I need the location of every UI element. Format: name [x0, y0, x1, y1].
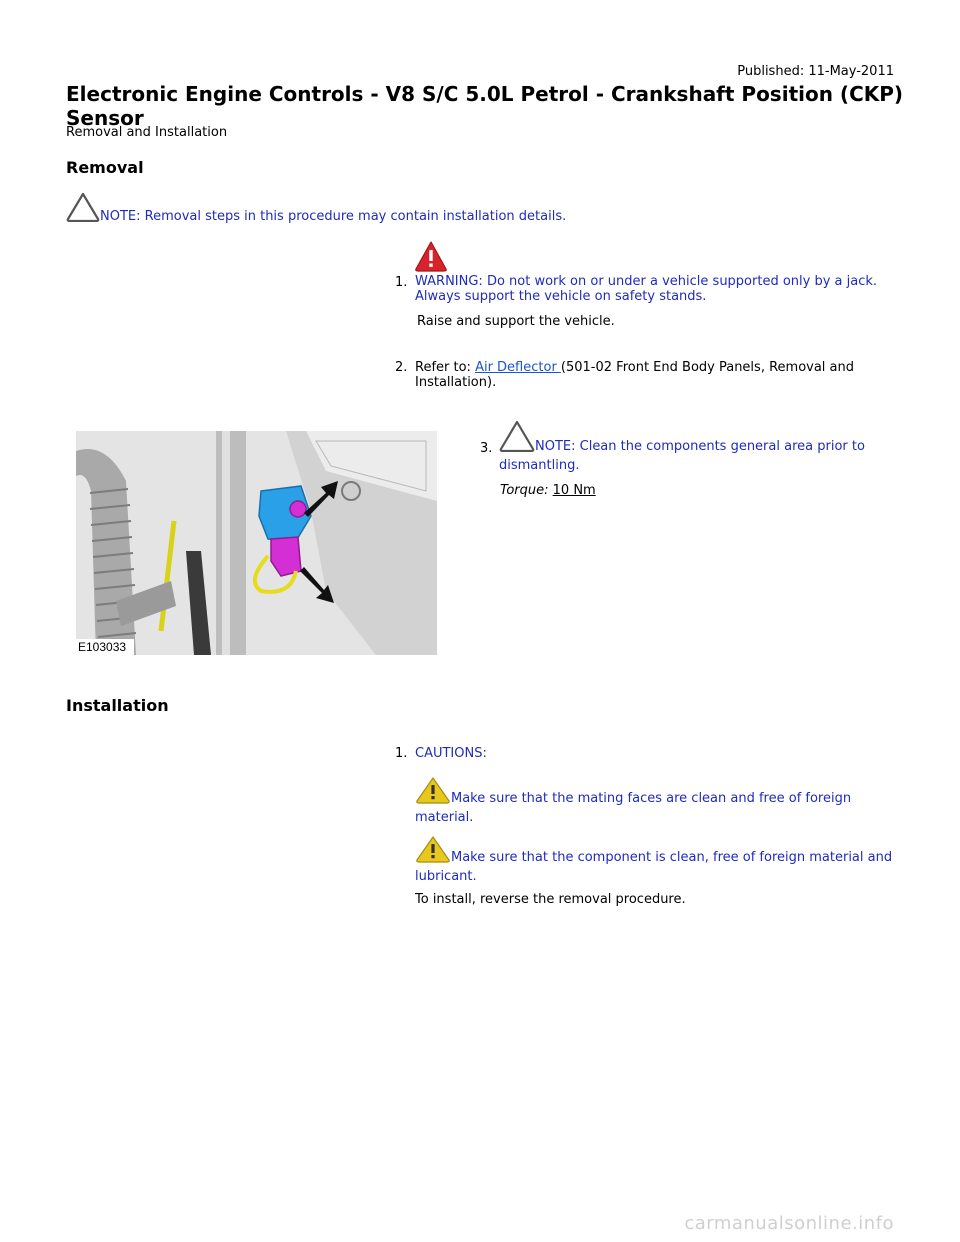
removal-note: NOTE: Removal steps in this procedure may contain installation details. — [66, 192, 666, 224]
removal-step-1-number: 1. — [395, 275, 408, 290]
caution-icon — [415, 776, 451, 804]
removal-step-2-text — [415, 360, 875, 390]
torque-value: 10 Nm — [552, 483, 596, 498]
torque-label: Torque: — [500, 483, 549, 498]
installation-heading: Installation — [66, 696, 169, 715]
caution-icon — [415, 835, 451, 863]
refer-to-label: Refer to: — [415, 360, 476, 375]
cautions-label: CAUTIONS: — [415, 746, 487, 761]
removal-heading: Removal — [66, 158, 144, 177]
page-subtitle: Removal and Installation — [66, 125, 228, 140]
removal-step-3-number: 3. — [480, 441, 493, 456]
ckp-sensor-illustration — [76, 431, 437, 655]
note-icon — [66, 192, 100, 222]
caution-1: Make sure that the mating faces are clean and free of foreign material. — [415, 776, 885, 825]
installation-step-1-number: 1. — [395, 746, 408, 761]
published-date: Published: 11-May-2011 — [737, 64, 894, 79]
removal-step-1-warning: WARNING: Do not work on or under a vehicle supported only by a jack. Always support the vehicle on safety stands. — [415, 274, 878, 304]
installation-step-1-text: To install, reverse the removal procedure. — [415, 892, 686, 907]
warning-icon — [414, 240, 448, 272]
removal-step-2-number: 2. — [395, 360, 408, 375]
removal-step-1-text: Raise and support the vehicle. — [417, 314, 615, 329]
image-label: E103033 — [78, 640, 127, 654]
watermark: carmanualsonline.info — [684, 1213, 894, 1234]
air-deflector-link[interactable]: Air Deflector — [475, 360, 561, 375]
removal-step-3-note: NOTE: Clean the components general area prior to dismantling. — [499, 420, 879, 473]
caution-2: Make sure that the component is clean, free of foreign material and lubricant. — [415, 835, 895, 884]
refer-to-suffix: (501-02 Front End Body Panels, Removal and Installation). — [415, 360, 855, 390]
note-icon — [499, 420, 535, 452]
torque-spec — [500, 483, 596, 498]
page-title: Electronic Engine Controls - V8 S/C 5.0L Petrol - Crankshaft Position (CKP) Sensor — [66, 82, 904, 130]
